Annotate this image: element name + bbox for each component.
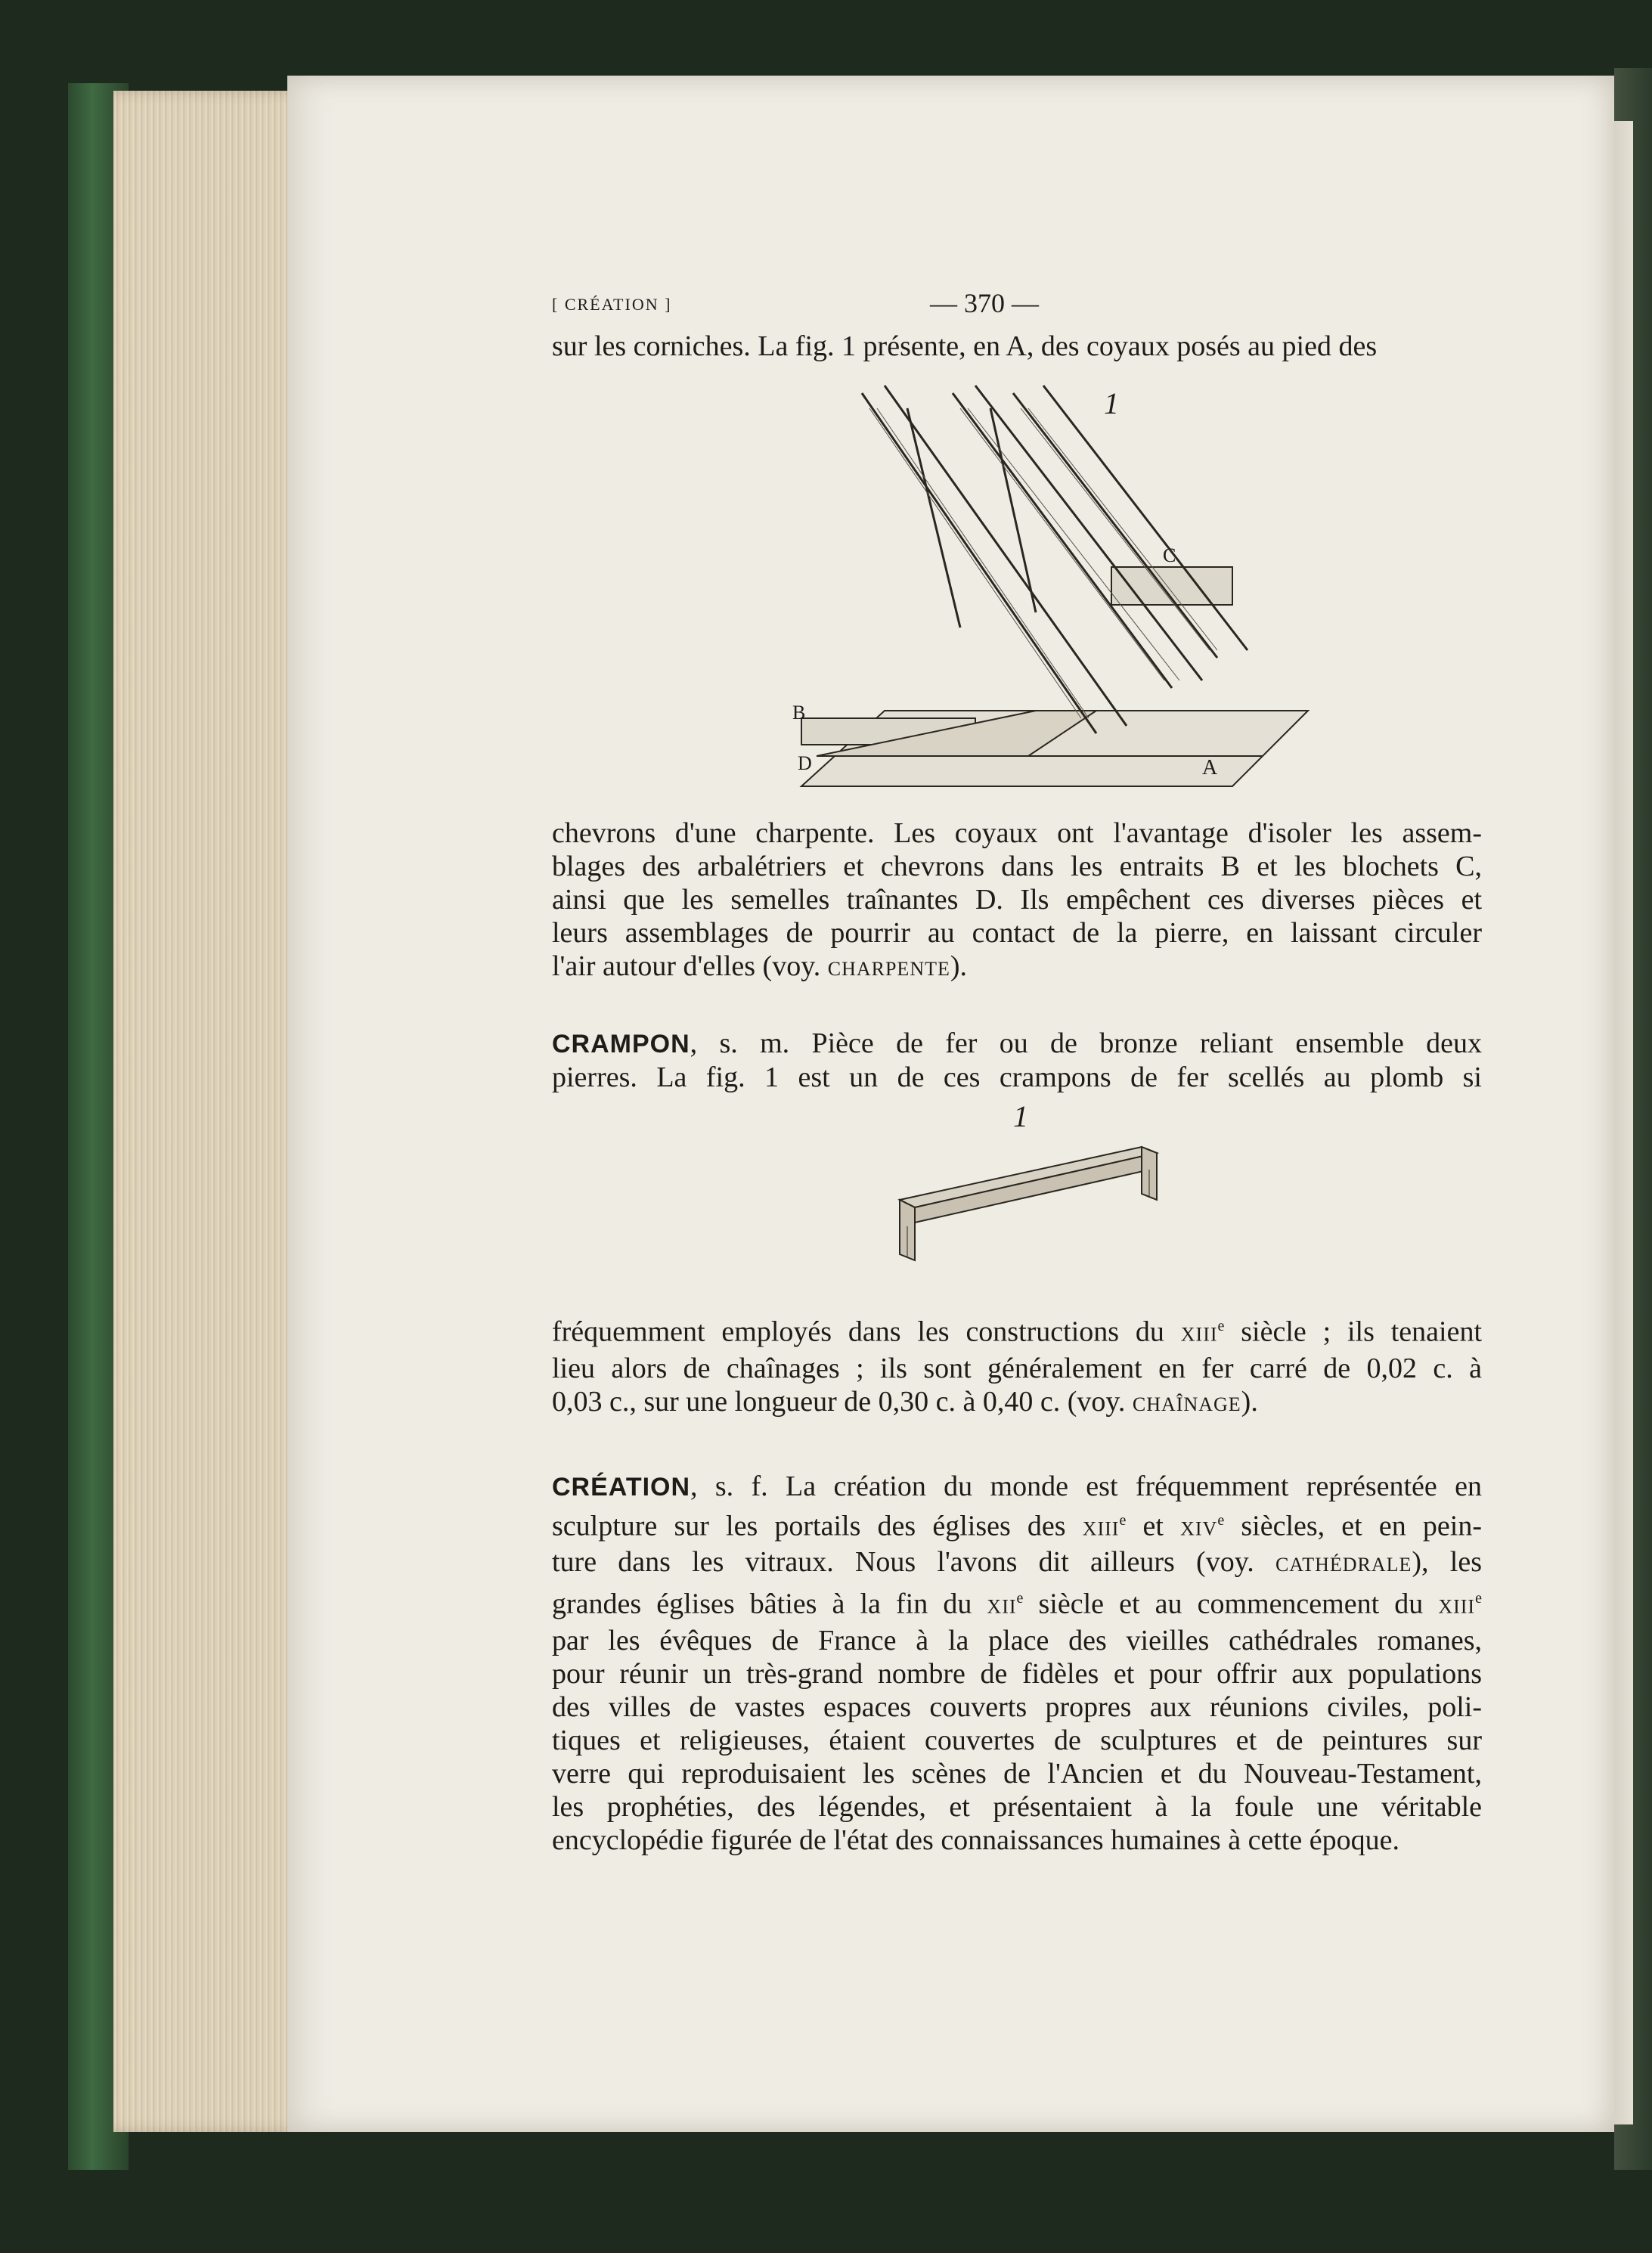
roman-numeral: XIII [1180,1323,1218,1346]
paragraph-crampon-line3 [552,1385,1482,1421]
superscript: e [1119,1511,1127,1529]
spacer [552,1421,1482,1470]
crampon-bar-front [915,1153,1157,1223]
roman-numeral: XIII [1438,1595,1476,1618]
page-number: — 370 — [930,288,1039,318]
text-run: grandes églises bâties à la fin du [552,1588,987,1620]
entry-creation-line7: des villes de vastes espaces couverts propres aux réunions civiles, poli- [552,1691,1482,1723]
figure-2-number: 1 [1013,1099,1028,1133]
paragraph-coyaux-line5 [552,950,1482,986]
entry-creation-line1 [552,1470,1482,1504]
roman-numeral: XIV [1180,1517,1218,1540]
label-c: C [1163,544,1176,566]
paragraph-coyaux-line4: leurs assemblages de pourrir au contact de la pierre, en laissant circuler [552,917,1482,949]
running-head [552,287,1482,330]
entry-creation-line3 [552,1545,1482,1582]
text-run: sculpture sur les portails des églises des [552,1510,1083,1542]
entry-creation-line11: encyclopédie figurée de l'état des connaissances humaines à cette époque. [552,1824,1400,1856]
superscript: e [1217,1318,1225,1334]
text-run: ), les [1412,1546,1482,1579]
roman-numeral: XII [987,1595,1017,1618]
entry-creation-line4 [552,1582,1482,1624]
entry-creation-line5: par les évêques de France à la place des vieilles cathédrales romanes, [552,1624,1482,1656]
text-run: ). [1241,1385,1258,1418]
text-run: siècle et au commencement du [1023,1588,1439,1620]
paragraph-coyaux-intro: sur les corniches. La fig. 1 présente, en A, des coyaux posés au pied des [552,330,1378,362]
superscript: e [1217,1511,1225,1529]
text-run: ). [950,950,968,982]
paragraph-coyaux-line1: chevrons d'une charpente. Les coyaux ont l'avantage d'isoler les assem- [552,817,1482,849]
text-run: fréquemment employés dans les constructions du [552,1316,1181,1348]
entry-creation-line10: les prophéties, des légendes, et présentaient à la foule une véritable [552,1790,1482,1823]
figure-coyaux [552,363,1482,817]
entry-heading-crampon: CRAMPON [552,1030,690,1058]
cross-reference-charpente: CHARPENTE [827,958,950,980]
text-run: siècles, et en pein- [1224,1510,1482,1542]
text-run: et [1126,1510,1181,1542]
rafters [862,386,1248,733]
text-run: siècle ; ils tenaient [1224,1316,1483,1348]
spacer [552,986,1482,1027]
entry-crampon-line1 [552,1027,1482,1061]
paragraph-crampon-line2: lieu alors de chaînages ; ils sont généralement en fer carré de 0,02 c. à [552,1352,1482,1384]
text-run: , s. f. La création du monde est fréquemment représentée en [690,1470,1482,1502]
entry-heading-creation: CRÉATION [552,1472,691,1501]
superscript: e [1016,1590,1024,1607]
figure-crampon [552,1094,1482,1309]
paragraph-coyaux-line3: ainsi que les semelles traînantes D. Ils empêchent ces diverses pièces et [552,884,1482,916]
coyaux-illustration [552,363,1482,817]
paragraph-crampon-line1 [552,1309,1482,1352]
label-b: B [792,702,806,724]
cross-reference-chainage: CHAÎNAGE [1132,1393,1241,1415]
label-d: D [798,752,812,774]
entry-creation-line8: tiques et religieuses, étaient couvertes de sculptures et de peintures sur [552,1724,1482,1756]
figure-1-number: 1 [1104,386,1119,420]
superscript: e [1475,1590,1482,1607]
entry-creation-line6: pour réunir un très-grand nombre de fidèles et pour offrir aux populations [552,1657,1482,1690]
running-head-section: [ CRÉATION ] [552,295,672,314]
entry-creation-line2 [552,1504,1482,1546]
text-run: l'air autour d'elles (voy. [552,950,828,982]
label-a: A [1202,756,1218,779]
paragraph-coyaux-line2: blages des arbalétriers et chevrons dans les entraits B et les blochets C, [552,851,1482,882]
entry-crampon-line2: pierres. La fig. 1 est un de ces crampons de fer scellés au plomb si [552,1061,1482,1093]
cross-reference-cathedrale: CATHÉDRALE [1275,1554,1412,1576]
text-run: ture dans les vitraux. Nous l'avons dit ailleurs (voy. [552,1546,1275,1579]
roman-numeral: XIII [1082,1517,1120,1540]
text-run: 0,03 c., sur une longueur de 0,30 c. à 0,40 c. (voy. [552,1385,1133,1418]
text-run: , s. m. Pièce de fer ou de bronze reliant ensemble deux [690,1027,1482,1059]
entry-creation-line9: verre qui reproduisaient les scènes de l'Ancien et du Nouveau-Testament, [552,1757,1482,1790]
page-content [552,287,1482,1857]
